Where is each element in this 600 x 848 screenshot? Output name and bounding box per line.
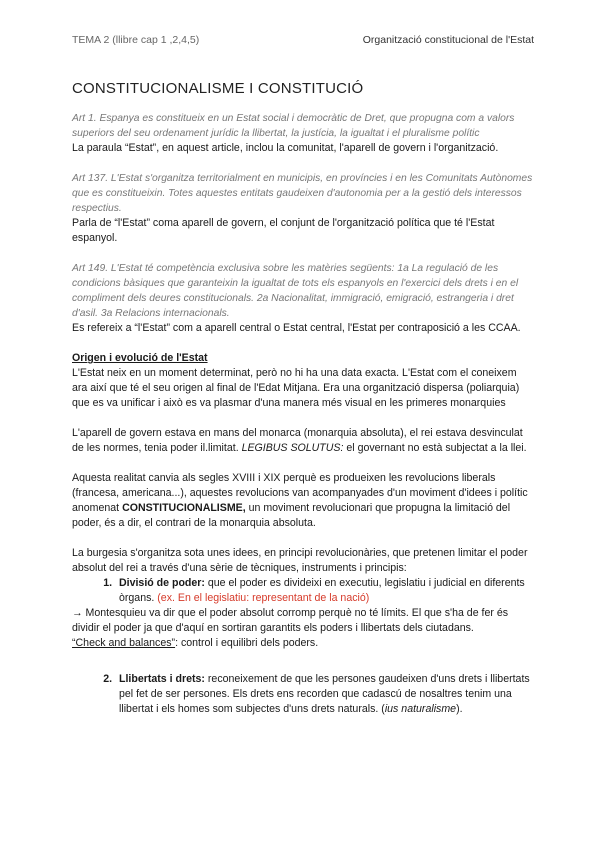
header-right: Organització constitucional de l'Estat bbox=[362, 34, 534, 46]
p3-text-b: un moviment revolucionari que propugna la limitació del poder, és a dir, el contrari de la monarquia absoluta. bbox=[72, 502, 511, 529]
origin-paragraph-4: La burgesia s'organitza sota unes idees, en principi revolucionàries, que pretenen limitar el poder absolut del rei a través d'una sèrie de tècniques, instruments i principis: bbox=[72, 547, 528, 574]
page-header bbox=[72, 34, 534, 46]
article-1-comment: La paraula “Estat”, en aquest article, inclou la comunitat, l'aparell de govern i l'organització. bbox=[72, 142, 499, 154]
origin-paragraph-2 bbox=[72, 426, 534, 456]
montesquieu-note: → Montesquieu va dir que el poder absolut corromp perquè no té límits. El que s'ha de fer és dividir el poder ja que d'aquí en sortiran garantits els poders i llibertats dels ciutadans. bbox=[72, 607, 509, 634]
list-item-rights bbox=[115, 672, 534, 717]
origin-paragraph-3 bbox=[72, 471, 534, 531]
item2-end: ). bbox=[456, 703, 463, 715]
legibus-solutus: LEGIBUS SOLUTUS: bbox=[241, 442, 344, 454]
article-149-quote: Art 149. L'Estat té competència exclusiva sobre les matèries següents: 1a La regulació de les condicions bàsiques que garanteixin la igualtat de tots els espanyols en l'exercici dels drets i en el compliment dels deures constitucionals. 2a Nacionalitat, immigració, emigració, estrangeria i dret d'asil. 3a Relacions internacionals. bbox=[72, 263, 519, 319]
header-left: TEMA 2 (llibre cap 1 ,2,4,5) bbox=[72, 34, 200, 46]
item2-term: Llibertats i drets: bbox=[119, 673, 205, 685]
item2-text: reconeixement de que les persones gaudeixen d'uns drets i llibertats pel fet de ser persones. Els drets ens recorden que cadascú de nosaltres tenim una llibertat i els homes som subjectes d'uns drets naturals. ( bbox=[119, 673, 530, 715]
page-title: CONSTITUCIONALISME I CONSTITUCIÓ bbox=[72, 80, 364, 97]
article-137-quote: Art 137. L'Estat s'organitza territorialment en municipis, en províncies i en les Comunitats Autònomes que es constitueixin. Totes aquestes entitats gaudeixen d'autonomia per a la gestió dels interessos respectius. bbox=[72, 173, 533, 214]
check-balances-term: “Check and balances” bbox=[72, 637, 176, 649]
p3-text-a: Aquesta realitat canvia als segles XVIII i XIX perquè es produeixen les revolucions liberals (francesa, americana...), aquestes revolucions van acompanyades d'un moviment d'idees i polític anomenat bbox=[72, 472, 528, 514]
p2-text-b: el governant no està subjectat a la llei. bbox=[343, 442, 527, 454]
principles-list-2 bbox=[72, 672, 534, 717]
list-item-division bbox=[115, 576, 534, 606]
document-page bbox=[72, 34, 534, 717]
article-1-quote: Art 1. Espanya es constitueix en un Estat social i democràtic de Dret, que propugna com a valors superiors del seu ordenament jurídic la llibertat, la justícia, la igualtat i el pluralisme polític bbox=[72, 113, 515, 139]
principles-list-1 bbox=[72, 576, 534, 606]
constitucionalisme-term: CONSTITUCIONALISME, bbox=[122, 502, 246, 514]
item1-example: (ex. En el legislatiu: representant de la nació) bbox=[157, 592, 370, 604]
check-balances-text: : control i equilibri dels poders. bbox=[175, 637, 319, 649]
article-149-comment: Es refereix a “l'Estat” com a aparell central o Estat central, l'Estat per contraposició a les CCAA. bbox=[72, 322, 521, 334]
ius-naturalisme: ius naturalisme bbox=[384, 703, 457, 715]
check-balances bbox=[72, 636, 534, 651]
section-heading: Origen i evolució de l'Estat bbox=[72, 352, 208, 364]
origin-paragraph-1: L'Estat neix en un moment determinat, però no hi ha una data exacta. L'Estat com el coneixem ara així que té el seu origen al final de l'Edat Mitjana. Era una organització dispersa (poliarquia) que es va unificar i això es va plasmar d'una manera més visual en les primeres monarquies bbox=[72, 367, 520, 409]
p2-text-a: L'aparell de govern estava en mans del monarca (monarquia absoluta), el rei estava desvinculat de les normes, tenia poder il.limitat. bbox=[72, 427, 523, 454]
item1-text: que el poder es divideixi en executiu, legislatiu i judicial en diferents òrgans. bbox=[119, 577, 525, 604]
item1-term: Divisió de poder: bbox=[119, 577, 205, 589]
article-137-comment: Parla de “l'Estat” coma aparell de govern, el conjunt de l'organització política que té l'Estat espanyol. bbox=[72, 217, 495, 244]
